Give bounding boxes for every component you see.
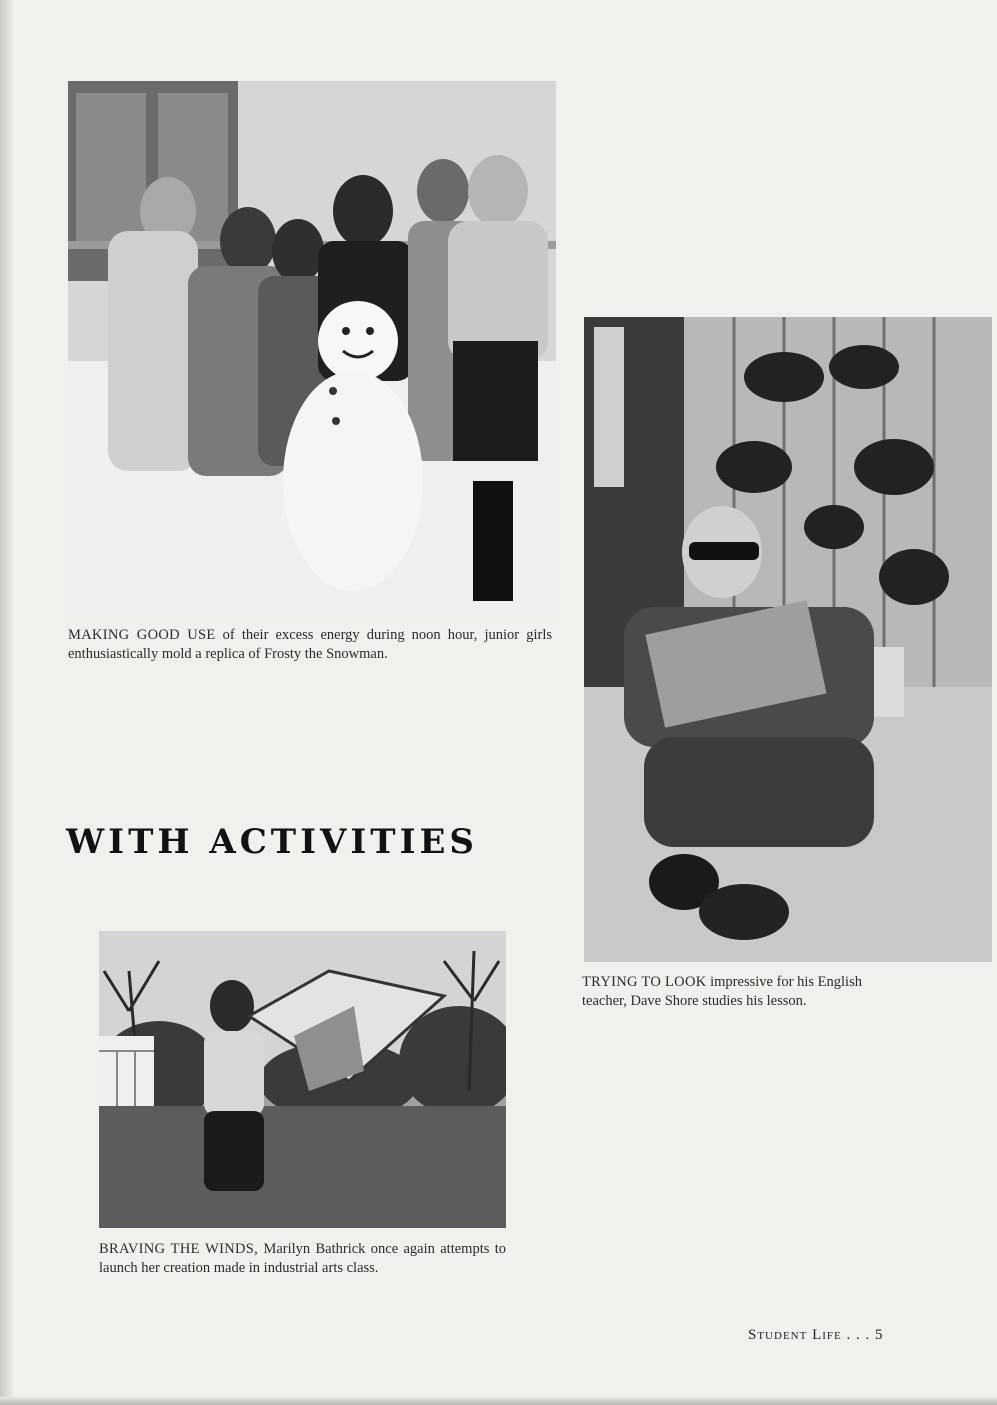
section-headline: WITH ACTIVITIES xyxy=(66,822,478,862)
footer-section: Student Life xyxy=(748,1327,842,1343)
reader-photo xyxy=(584,317,992,962)
snowman-caption-text: of their excess energy during noon hour, junior girls enthusiastically mold a replica of Frosty the Snowman. xyxy=(68,627,552,662)
kite-photo xyxy=(99,931,506,1228)
page-bottom-edge xyxy=(0,1397,997,1405)
page-footer xyxy=(748,1327,884,1344)
kite-caption xyxy=(99,1240,506,1278)
reader-caption-text: impressive for his English teacher, Dave Shore studies his lesson. xyxy=(582,974,862,1009)
footer-page-number: 5 xyxy=(875,1327,884,1343)
reader-caption xyxy=(582,973,897,1011)
snowman-caption xyxy=(68,626,552,664)
snowman-caption-lead: MAKING GOOD USE xyxy=(68,627,216,643)
kite-caption-lead: BRAVING THE WINDS, xyxy=(99,1241,259,1257)
reader-caption-lead: TRYING TO LOOK xyxy=(582,974,707,990)
footer-separator: . . . xyxy=(841,1327,875,1343)
kite-caption-text: Marilyn Bathrick once again attempts to launch her creation made in industrial arts class. xyxy=(99,1241,506,1276)
page-binding-shadow xyxy=(0,0,14,1405)
snowman-photo xyxy=(68,81,556,618)
